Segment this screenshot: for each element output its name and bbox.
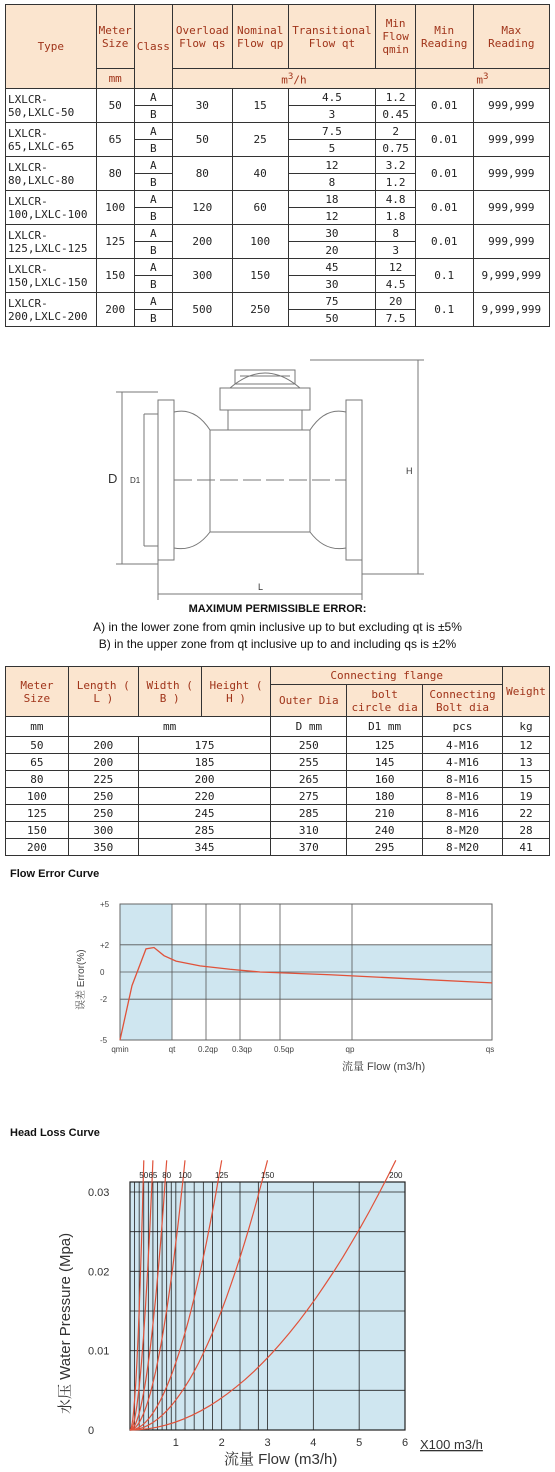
cell-bolt-circle: 180: [347, 788, 423, 805]
cell-size: 80: [6, 771, 69, 788]
col-min-flow: Min Flow qmin: [376, 5, 416, 69]
x-tick-label: 6: [401, 1437, 409, 1449]
x-tick-label: 0.2qp: [197, 1045, 219, 1054]
cell-bolt-dia: 8-M20: [423, 839, 503, 856]
col-meter-size: Meter Size: [6, 667, 69, 717]
col-bolt-dia: Connecting Bolt dia: [423, 685, 503, 717]
col-bolt-circle: bolt circle dia: [347, 685, 423, 717]
cell-width: 175: [138, 737, 271, 754]
y-tick-label: 0: [88, 1425, 95, 1437]
series-label: 50: [139, 1171, 149, 1180]
cell-size: 50: [6, 737, 69, 754]
table-row: [6, 123, 550, 140]
cell-qt: 50: [288, 310, 376, 327]
cell-max-reading: 999,999: [473, 157, 549, 191]
cell-type: LXLCR-80,LXLC-80: [6, 157, 97, 191]
col-weight: Weight: [502, 667, 549, 717]
x-tick-label: 5: [356, 1437, 363, 1449]
table-row: [6, 771, 550, 788]
flow-error-title: Flow Error Curve: [10, 868, 100, 880]
col-type: Type: [6, 5, 97, 89]
cell-weight: 19: [502, 788, 549, 805]
cell-qmin: 1.8: [376, 208, 416, 225]
cell-qt: 75: [288, 293, 376, 310]
table-row: [6, 805, 550, 822]
cell-qt: 30: [288, 276, 376, 293]
cell-class: B: [134, 276, 172, 293]
x-tick-label: qt: [168, 1045, 176, 1054]
cell-min-reading: 0.1: [415, 259, 473, 293]
cell-bolt-dia: 8-M20: [423, 822, 503, 839]
col-meter-size: Meter Size: [96, 5, 134, 69]
cell-size: 125: [96, 225, 134, 259]
series-label: 65: [148, 1171, 158, 1180]
cell-class: A: [134, 225, 172, 242]
cell-qt: 45: [288, 259, 376, 276]
cell-length: 250: [68, 788, 138, 805]
error-note-title: MAXIMUM PERMISSIBLE ERROR:: [188, 603, 367, 615]
cell-bolt-dia: 8-M16: [423, 771, 503, 788]
unit-size: mm: [96, 69, 134, 89]
cell-size: 150: [6, 822, 69, 839]
table-row: [6, 157, 550, 174]
cell-class: A: [134, 89, 172, 106]
cell-overload: 200: [172, 225, 232, 259]
y-tick-label: 0.03: [88, 1187, 110, 1199]
cell-bolt-circle: 125: [347, 737, 423, 754]
cell-outer-dia: 255: [271, 754, 347, 771]
cell-class: B: [134, 174, 172, 191]
cell-overload: 300: [172, 259, 232, 293]
cell-overload: 30: [172, 89, 232, 123]
cell-weight: 41: [502, 839, 549, 856]
cell-max-reading: 9,999,999: [473, 259, 549, 293]
cell-qmin: 2: [376, 123, 416, 140]
cell-weight: 22: [502, 805, 549, 822]
cell-class: A: [134, 123, 172, 140]
table-row: [6, 225, 550, 242]
cell-qmin: 20: [376, 293, 416, 310]
cell-length: 350: [68, 839, 138, 856]
cell-qmin: 1.2: [376, 174, 416, 191]
y-tick-label: -2: [100, 995, 108, 1005]
meter-dimension-drawing: [100, 352, 440, 602]
cell-length: 300: [68, 822, 138, 839]
cell-min-reading: 0.1: [415, 293, 473, 327]
cell-outer-dia: 285: [271, 805, 347, 822]
cell-max-reading: 999,999: [473, 191, 549, 225]
table-row: [6, 788, 550, 805]
cell-max-reading: 999,999: [473, 225, 549, 259]
dim-label-h: H: [406, 466, 413, 476]
cell-qt: 8: [288, 174, 376, 191]
col-overload: Overload Flow qs: [172, 5, 232, 69]
cell-size: 200: [6, 839, 69, 856]
cell-bolt-circle: 145: [347, 754, 423, 771]
table-row: [6, 737, 550, 754]
cell-overload: 50: [172, 123, 232, 157]
x-multiplier-label: X100 m3/h: [420, 1437, 483, 1452]
cell-min-reading: 0.01: [415, 191, 473, 225]
cell-class: A: [134, 259, 172, 276]
table-row: [6, 259, 550, 276]
cell-outer-dia: 370: [271, 839, 347, 856]
cell-bolt-dia: 8-M16: [423, 805, 503, 822]
x-tick-label: 0.3qp: [231, 1045, 253, 1054]
cell-outer-dia: 250: [271, 737, 347, 754]
cell-type: LXLCR-50,LXLC-50: [6, 89, 97, 123]
cell-qmin: 7.5: [376, 310, 416, 327]
cell-size: 65: [96, 123, 134, 157]
cell-width: 345: [138, 839, 271, 856]
cell-type: LXLCR-100,LXLC-100: [6, 191, 97, 225]
head-loss-chart: [40, 1162, 520, 1467]
unit-lbh: mm: [68, 717, 271, 737]
cell-type: LXLCR-150,LXLC-150: [6, 259, 97, 293]
x-tick-label: 2: [218, 1437, 225, 1449]
cell-qt: 5: [288, 140, 376, 157]
cell-qt: 18: [288, 191, 376, 208]
x-axis-label: 流量 Flow (m3/h): [224, 1451, 338, 1468]
cell-size: 80: [96, 157, 134, 191]
cell-qt: 4.5: [288, 89, 376, 106]
cell-nominal: 250: [232, 293, 288, 327]
cell-outer-dia: 265: [271, 771, 347, 788]
cell-qmin: 0.75: [376, 140, 416, 157]
unit-bolt-circle: D1 mm: [347, 717, 423, 737]
cell-type: LXLCR-65,LXLC-65: [6, 123, 97, 157]
series-label: 150: [260, 1171, 275, 1180]
cell-outer-dia: 275: [271, 788, 347, 805]
x-tick-label: qp: [345, 1045, 355, 1054]
cell-weight: 13: [502, 754, 549, 771]
cell-length: 200: [68, 737, 138, 754]
cell-length: 225: [68, 771, 138, 788]
cell-bolt-dia: 4-M16: [423, 754, 503, 771]
table-row: [6, 754, 550, 771]
cell-size: 150: [96, 259, 134, 293]
cell-class: B: [134, 242, 172, 259]
cell-bolt-dia: 4-M16: [423, 737, 503, 754]
y-tick-label: 0: [100, 968, 105, 977]
cell-qt: 3: [288, 106, 376, 123]
unit-reading: $m^3$: [415, 69, 549, 89]
cell-size: 65: [6, 754, 69, 771]
cell-qmin: 3: [376, 242, 416, 259]
unit-weight: kg: [502, 717, 549, 737]
cell-min-reading: 0.01: [415, 89, 473, 123]
cell-length: 200: [68, 754, 138, 771]
x-tick-label: 0.5qp: [273, 1045, 295, 1054]
cell-outer-dia: 310: [271, 822, 347, 839]
error-note-line-a: A) in the lower zone from qmin inclusive up to but excluding qt is ±5%: [93, 620, 462, 634]
series-label: 80: [162, 1171, 172, 1180]
cell-min-reading: 0.01: [415, 157, 473, 191]
series-label: 200: [389, 1171, 403, 1180]
cell-qmin: 4.5: [376, 276, 416, 293]
cell-width: 245: [138, 805, 271, 822]
cell-weight: 12: [502, 737, 549, 754]
cell-class: B: [134, 106, 172, 123]
cell-qt: 20: [288, 242, 376, 259]
error-note-line-b: B) in the upper zone from qt inclusive up to and including qs is ±2%: [98, 637, 457, 651]
col-length: Length ( L ): [68, 667, 138, 717]
cell-nominal: 25: [232, 123, 288, 157]
col-connecting-flange: Connecting flange: [271, 667, 503, 685]
x-tick-label: qs: [485, 1045, 495, 1054]
table-row: [6, 89, 550, 106]
dim-label-d: D: [108, 471, 118, 486]
cell-min-reading: 0.01: [415, 123, 473, 157]
cell-bolt-circle: 160: [347, 771, 423, 788]
cell-qt: 7.5: [288, 123, 376, 140]
cell-qmin: 3.2: [376, 157, 416, 174]
cell-qmin: 12: [376, 259, 416, 276]
cell-nominal: 40: [232, 157, 288, 191]
x-tick-label: 1: [172, 1437, 179, 1449]
cell-qt: 12: [288, 157, 376, 174]
col-max-reading: Max Reading: [473, 5, 549, 69]
cell-nominal: 100: [232, 225, 288, 259]
col-nominal: Nominal Flow qp: [232, 5, 288, 69]
cell-qmin: 1.2: [376, 89, 416, 106]
cell-qmin: 0.45: [376, 106, 416, 123]
dim-label-l: L: [258, 582, 264, 592]
x-tick-label: qmin: [111, 1045, 129, 1054]
cell-qmin: 4.8: [376, 191, 416, 208]
y-tick-label: +2: [100, 940, 110, 950]
col-height: Height ( H ): [201, 667, 271, 717]
specification-table: [5, 4, 550, 327]
cell-width: 200: [138, 771, 271, 788]
y-tick-label: -5: [100, 1036, 108, 1045]
cell-bolt-circle: 240: [347, 822, 423, 839]
y-tick-label: 0.01: [88, 1345, 110, 1358]
cell-size: 100: [6, 788, 69, 805]
cell-length: 250: [68, 805, 138, 822]
cell-class: B: [134, 140, 172, 157]
cell-max-reading: 9,999,999: [473, 293, 549, 327]
cell-nominal: 60: [232, 191, 288, 225]
cell-nominal: 150: [232, 259, 288, 293]
cell-overload: 80: [172, 157, 232, 191]
cell-bolt-circle: 295: [347, 839, 423, 856]
cell-size: 125: [6, 805, 69, 822]
y-tick-label: 0.02: [88, 1266, 110, 1279]
cell-type: LXLCR-125,LXLC-125: [6, 225, 97, 259]
col-transitional: Transitional Flow qt: [288, 5, 376, 69]
dim-label-d1: D1: [130, 476, 141, 485]
y-axis-label: 误差 Error(%): [76, 949, 87, 1010]
table-row: [6, 191, 550, 208]
cell-min-reading: 0.01: [415, 225, 473, 259]
head-loss-title: Head Loss Curve: [10, 1127, 100, 1139]
x-axis-label: 流量 Flow (m3/h): [342, 1061, 426, 1073]
cell-class: A: [134, 293, 172, 310]
y-tick-label: +5: [100, 900, 110, 909]
cell-weight: 28: [502, 822, 549, 839]
y-axis-label: 水压 Water Pressure (Mpa): [57, 1232, 74, 1414]
cell-size: 100: [96, 191, 134, 225]
cell-size: 200: [96, 293, 134, 327]
cell-size: 50: [96, 89, 134, 123]
unit-bolt: pcs: [423, 717, 503, 737]
col-class: Class: [134, 5, 172, 89]
cell-width: 220: [138, 788, 271, 805]
cell-nominal: 15: [232, 89, 288, 123]
table-row: [6, 293, 550, 310]
cell-weight: 15: [502, 771, 549, 788]
cell-class: B: [134, 208, 172, 225]
cell-max-reading: 999,999: [473, 123, 549, 157]
cell-type: LXLCR-200,LXLC-200: [6, 293, 97, 327]
col-width: Width ( B ): [138, 667, 201, 717]
cell-width: 185: [138, 754, 271, 771]
cell-qmin: 8: [376, 225, 416, 242]
unit-outer: D mm: [271, 717, 347, 737]
series-label: 125: [214, 1171, 229, 1180]
cell-qt: 12: [288, 208, 376, 225]
cell-class: A: [134, 157, 172, 174]
cell-overload: 120: [172, 191, 232, 225]
table-row: [6, 822, 550, 839]
cell-overload: 500: [172, 293, 232, 327]
unit-size: mm: [6, 717, 69, 737]
cell-bolt-dia: 8-M16: [423, 788, 503, 805]
unit-flow: $m^3/h$: [172, 69, 415, 89]
cell-class: A: [134, 191, 172, 208]
col-outer-dia: Outer Dia: [271, 685, 347, 717]
series-label: 100: [178, 1171, 192, 1180]
table-row: [6, 839, 550, 856]
cell-class: B: [134, 310, 172, 327]
x-tick-label: 4: [310, 1437, 317, 1449]
cell-width: 285: [138, 822, 271, 839]
x-tick-label: 3: [264, 1437, 271, 1449]
dimension-table: [5, 666, 550, 856]
flow-error-chart: [76, 898, 510, 1078]
cell-qt: 30: [288, 225, 376, 242]
col-min-reading: Min Reading: [415, 5, 473, 69]
cell-max-reading: 999,999: [473, 89, 549, 123]
cell-bolt-circle: 210: [347, 805, 423, 822]
